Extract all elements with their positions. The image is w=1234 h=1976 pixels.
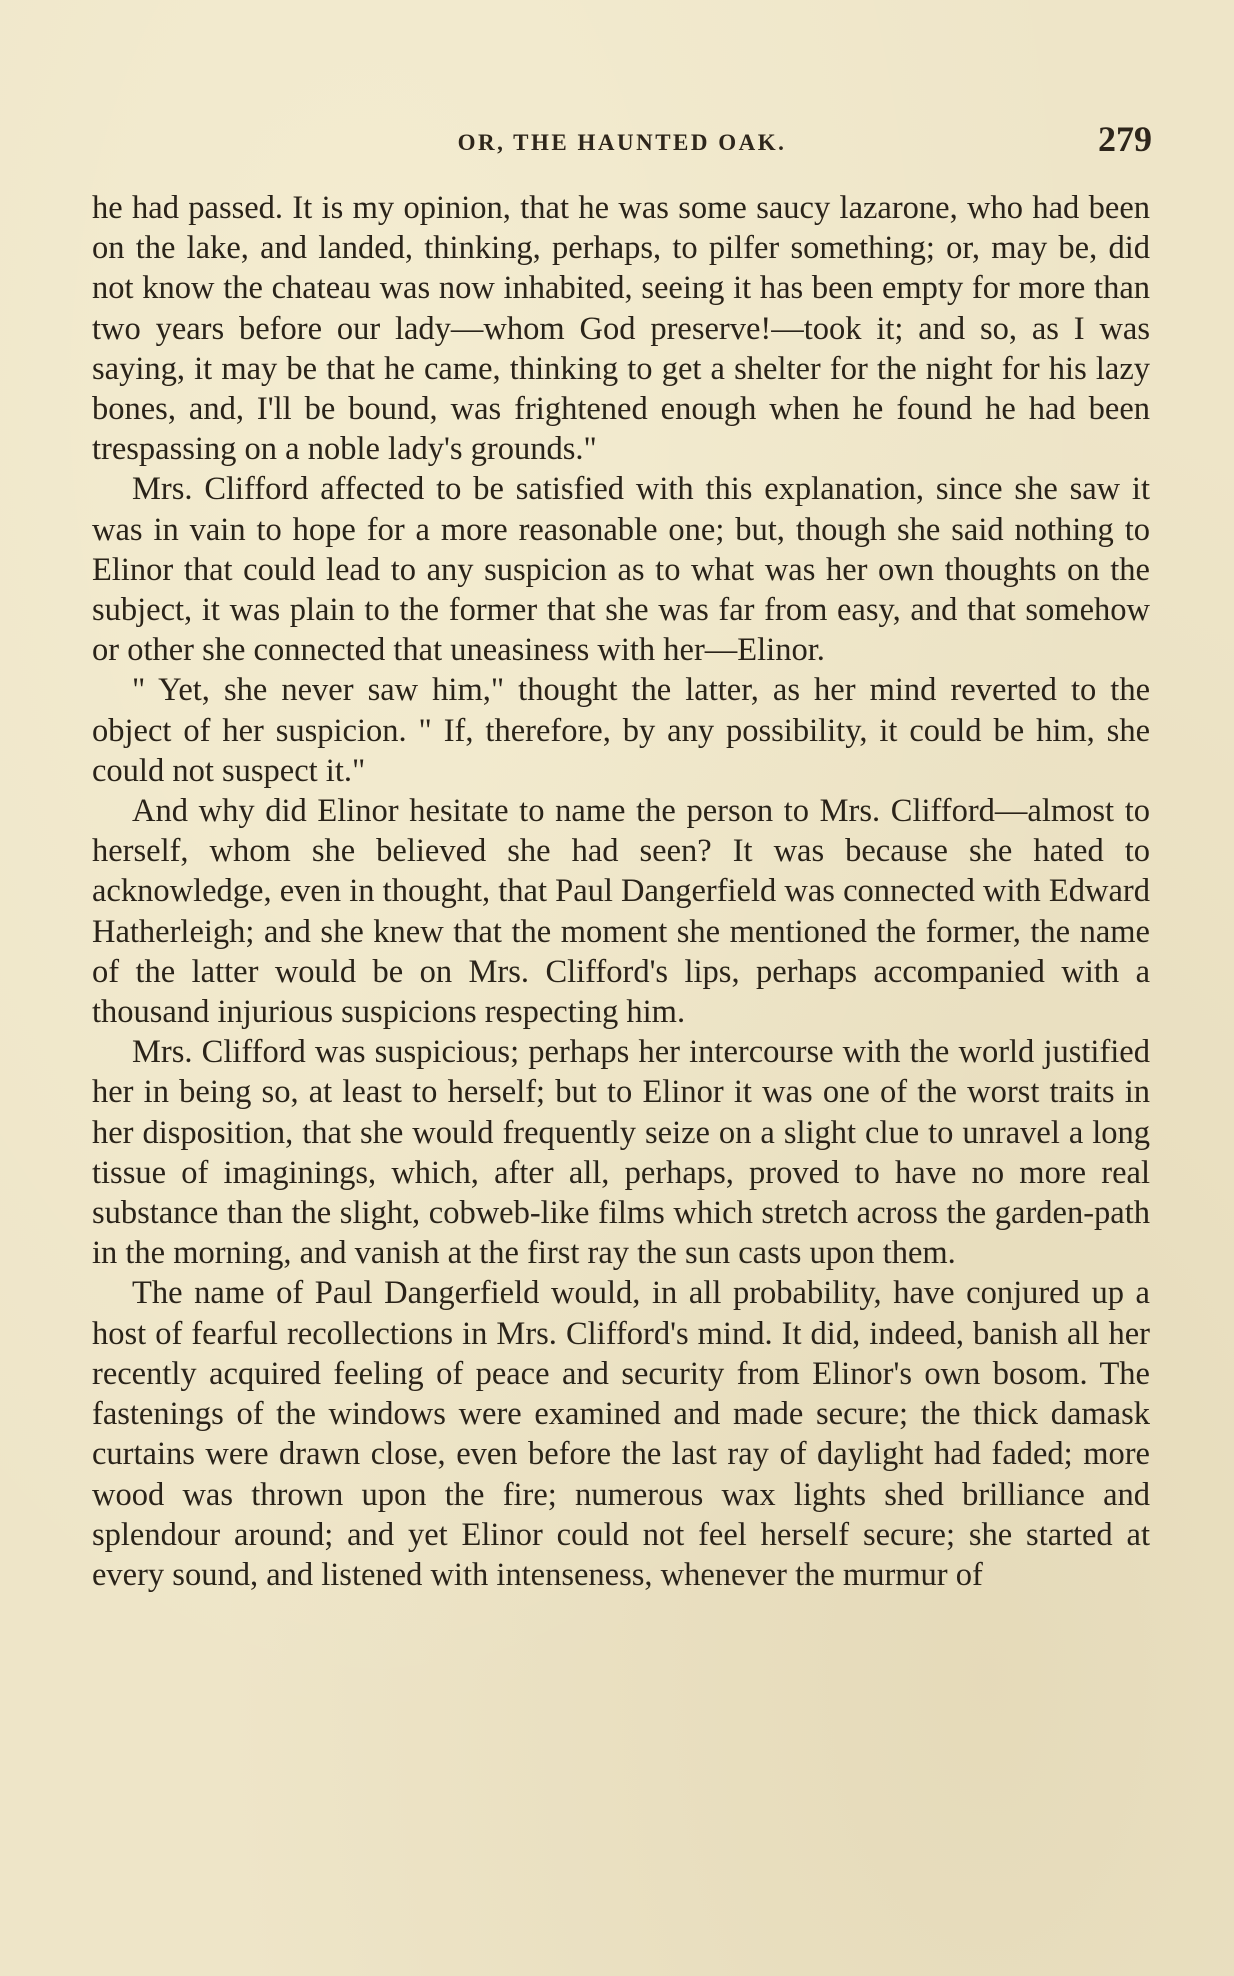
running-title: OR, THE HAUNTED OAK. xyxy=(457,130,787,155)
paragraph: Mrs. Clifford was suspicious; perhaps her intercourse with the world justified her in being so, at least to herself; but to Elinor it was one of the worst traits in her disposition, that she would frequently seize on a slight clue to unravel a long tissue of imaginings, which, after all, perhaps, proved to have no more real substance than the slight, cobweb-like films which stretch across the garden-path in the morning, and vanish at the first ray the sun casts upon them. xyxy=(92,1034,1150,1272)
body-text xyxy=(92,188,1150,1595)
paragraph: " Yet, she never saw him," thought the latter, as her mind reverted to the object of her suspicion. " If, therefore, by any possibility, it could be him, she could not suspect it." xyxy=(92,672,1150,789)
page-number: 279 xyxy=(1098,119,1152,159)
paragraph: And why did Elinor hesitate to name the person to Mrs. Clifford—almost to herself, whom she believed she had seen? It was because she hated to acknowledge, even in thought, that Paul Dangerfield was connected with Edward Hatherleigh; and she knew that the moment she mentioned the former, the name of the latter would be on Mrs. Clifford's lips, perhaps accompanied with a thousand injurious suspicions respecting him. xyxy=(92,793,1150,1031)
paragraph-continued: he had passed. It is my opinion, that he was some saucy lazarone, who had been on the lake, and landed, thinking, perhaps, to pilfer something; or, may be, did not know the chateau was now inhabited, seeing it has been empty for more than two years before our lady—whom God preserve!—took it; and so, as I was saying, it may be that he came, thinking to get a shelter for the night for his lazy bones, and, I'll be bound, was frightened enough when he found he had been trespassing on a noble lady's grounds." xyxy=(92,190,1150,468)
paragraph: Mrs. Clifford affected to be satisfied with this explanation, since she saw it was in vain to hope for a more reasonable one; but, though she said nothing to Elinor that could lead to any suspicion as to what was her own thoughts on the subject, it was plain to the former that she was far from easy, and that somehow or other she connected that uneasiness with her—Elinor. xyxy=(92,471,1150,669)
paragraph: The name of Paul Dangerfield would, in all probability, have conjured up a host of fearful recollections in Mrs. Clifford's mind. It did, indeed, banish all her recently acquired feeling of peace and security from Elinor's own bosom. The fastenings of the windows were examined and made secure; the thick damask curtains were drawn close, even before the last ray of daylight had faded; more wood was thrown upon the fire; numerous wax lights shed brilliance and splendour around; and yet Elinor could not feel herself secure; she started at every sound, and listened with intenseness, whenever the murmur of xyxy=(92,1275,1150,1593)
running-head xyxy=(92,118,1152,166)
